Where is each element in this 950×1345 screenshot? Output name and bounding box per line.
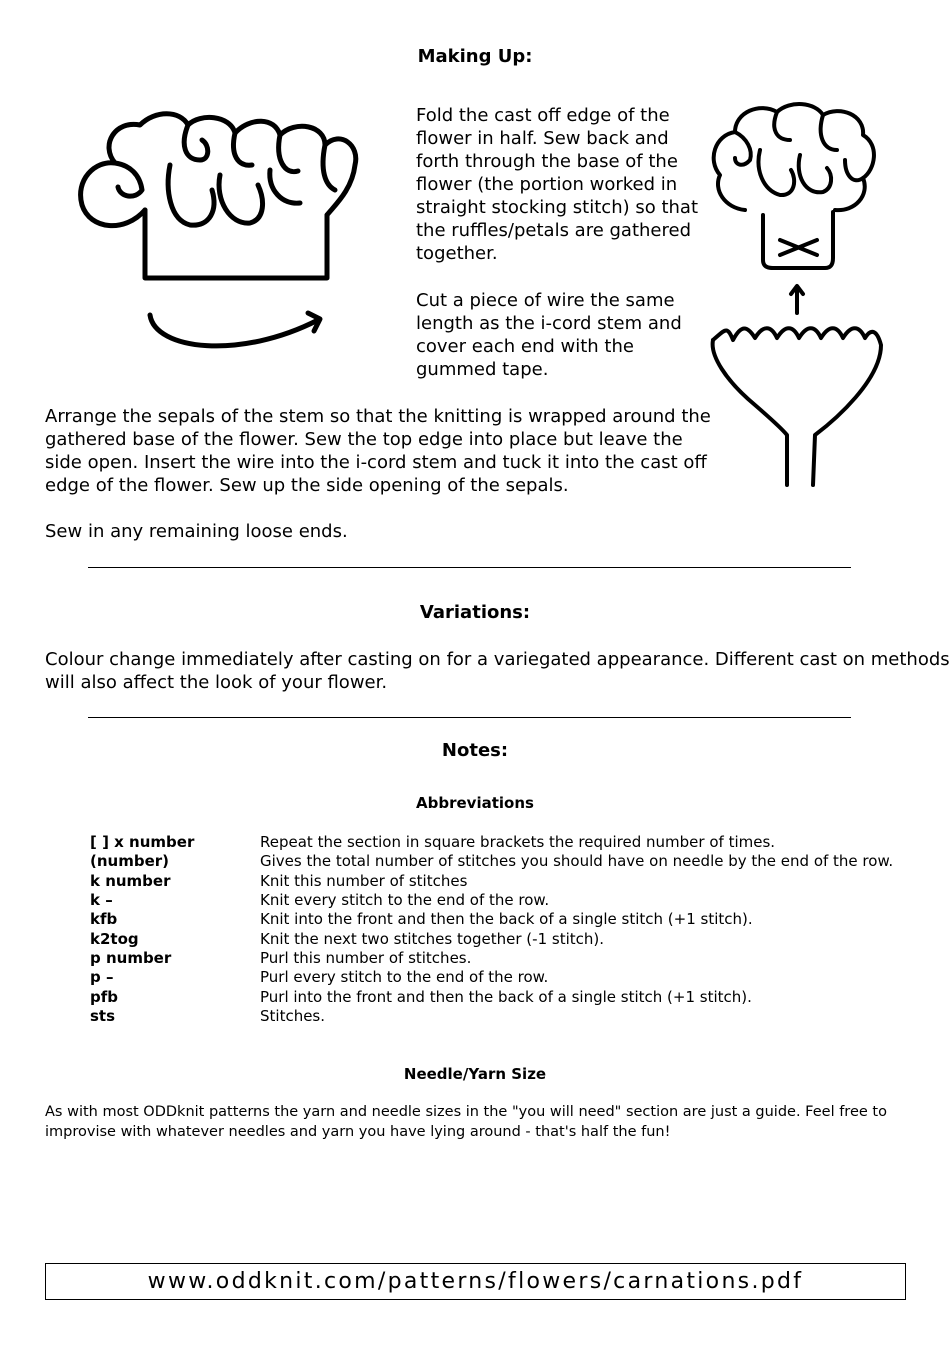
text-line: gathered base of the flower. Sew the top edge into place but leave the: [45, 429, 683, 450]
abbreviation-term: [ ] x number: [90, 833, 195, 851]
making-up-paragraph-2: [416, 289, 682, 381]
text-line: Colour change immediately after casting on for a variegated appearance. Different cast on methods: [45, 649, 950, 670]
footer-url[interactable]: www.oddknit.com/patterns/flowers/carnations.pdf: [45, 1263, 906, 1300]
abbreviation-definition: Purl every stitch to the end of the row.: [260, 968, 549, 986]
abbreviation-term: sts: [90, 1007, 116, 1025]
needle-yarn-paragraph: [45, 1102, 887, 1142]
making-up-paragraph-3: [45, 405, 711, 497]
making-up-paragraph-4: Sew in any remaining loose ends.: [45, 521, 348, 542]
gathered-flower-illustration: [70, 105, 370, 365]
text-line: Cut a piece of wire the same: [416, 290, 675, 311]
text-line: forth through the base of the: [416, 151, 678, 172]
abbreviation-term: pfb: [90, 988, 119, 1006]
abbreviation-term: kfb: [90, 910, 118, 928]
abbreviation-term: (number): [90, 852, 170, 870]
abbreviation-term: k2tog: [90, 930, 139, 948]
text-line: flower in half. Sew back and: [416, 128, 669, 149]
text-line: cover each end with the: [416, 336, 634, 357]
abbreviation-term: p number: [90, 949, 172, 967]
abbreviation-term: p –: [90, 968, 114, 986]
text-line: will also affect the look of your flower.: [45, 672, 388, 693]
needle-yarn-heading: Needle/Yarn Size: [403, 1065, 547, 1083]
section-divider: [88, 567, 851, 568]
abbreviation-definition: Purl this number of stitches.: [260, 949, 472, 967]
abbreviation-definition: Repeat the section in square brackets the required number of times.: [260, 833, 776, 851]
text-line: side open. Insert the wire into the i-cord stem and tuck it into the cast off: [45, 452, 707, 473]
abbreviation-definition: Knit the next two stitches together (-1 stitch).: [260, 930, 605, 948]
abbreviation-term: k –: [90, 891, 113, 909]
text-line: together.: [416, 243, 498, 264]
variations-heading: Variations:: [419, 602, 531, 623]
text-line: edge of the flower. Sew up the side opening of the sepals.: [45, 475, 569, 496]
making-up-paragraph-1: [416, 104, 698, 265]
text-line: straight stocking stitch) so that: [416, 197, 699, 218]
abbreviation-definition: Gives the total number of stitches you should have on needle by the end of the row.: [260, 852, 894, 870]
text-line: improvise with whatever needles and yarn you have lying around - that's half the fun!: [45, 1124, 671, 1140]
notes-heading: Notes:: [441, 740, 509, 761]
abbreviation-definition: Stitches.: [260, 1007, 326, 1025]
text-line: As with most ODDknit patterns the yarn and needle sizes in the "you will need" section are just a guide. Feel free to: [45, 1104, 887, 1120]
section-divider: [88, 717, 851, 718]
variations-paragraph: [45, 648, 950, 694]
text-line: gummed tape.: [416, 359, 549, 380]
abbreviation-term: k number: [90, 872, 171, 890]
text-line: flower (the portion worked in: [416, 174, 678, 195]
text-line: length as the i-cord stem and: [416, 313, 682, 334]
abbreviation-definition: Purl into the front and then the back of a single stitch (+1 stitch).: [260, 988, 752, 1006]
abbreviation-definition: Knit into the front and then the back of a single stitch (+1 stitch).: [260, 910, 753, 928]
abbreviation-definition: Knit every stitch to the end of the row.: [260, 891, 550, 909]
making-up-heading: Making Up:: [417, 46, 533, 67]
text-line: the ruffles/petals are gathered: [416, 220, 692, 241]
flower-stem-illustration: [705, 100, 890, 495]
text-line: Fold the cast off edge of the: [416, 105, 670, 126]
text-line: Arrange the sepals of the stem so that the knitting is wrapped around the: [45, 406, 711, 427]
abbreviation-definition: Knit this number of stitches: [260, 872, 468, 890]
abbreviations-heading: Abbreviations: [416, 794, 534, 812]
